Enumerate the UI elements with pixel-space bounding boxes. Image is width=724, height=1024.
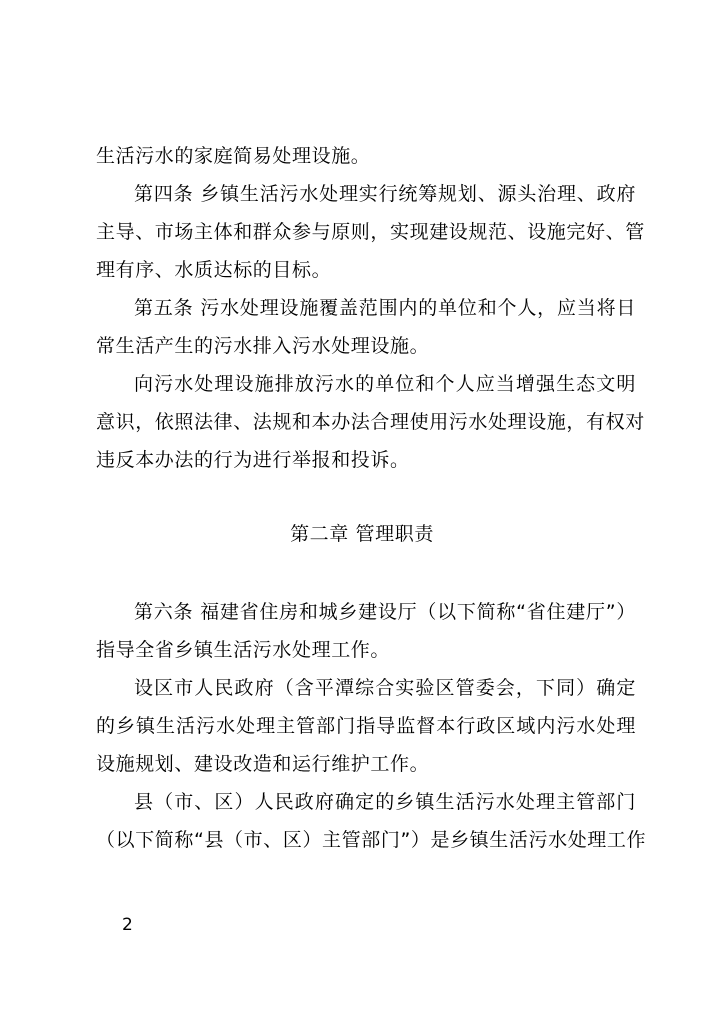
text-line-13: 的乡镇生活污水处理主管部门指导监督本行政区域内污水处理 bbox=[96, 715, 636, 737]
page-number: 2 bbox=[122, 915, 133, 935]
text-line-7: 向污水处理设施排放污水的单位和个人应当增强生态文明 bbox=[134, 373, 636, 395]
text-line-2: 第四条 乡镇生活污水处理实行统筹规划、源头治理、政府 bbox=[134, 183, 636, 205]
text-line-14: 设施规划、建设改造和运行维护工作。 bbox=[96, 753, 430, 775]
text-line-12: 设区市人民政府（含平潭综合实验区管委会，下同）确定 bbox=[134, 677, 636, 699]
text-line-9: 违反本办法的行为进行举报和投诉。 bbox=[96, 449, 410, 471]
text-line-11: 指导全省乡镇生活污水处理工作。 bbox=[96, 639, 391, 661]
text-line-15: 县（市、区）人民政府确定的乡镇生活污水处理主管部门 bbox=[134, 791, 636, 813]
text-line-16: （以下简称“县（市、区）主管部门”）是乡镇生活污水处理工作 bbox=[96, 829, 647, 851]
chapter-heading: 第二章 管理职责 bbox=[290, 523, 434, 545]
text-line-8: 意识，依照法律、法规和本办法合理使用污水处理设施，有权对 bbox=[96, 411, 645, 433]
text-line-10: 第六条 福建省住房和城乡建设厅（以下简称“省住建厅”） bbox=[134, 601, 636, 623]
text-line-6: 常生活产生的污水排入污水处理设施。 bbox=[96, 335, 430, 357]
text-line-5: 第五条 污水处理设施覆盖范围内的单位和个人，应当将日 bbox=[134, 297, 636, 319]
text-line-4: 理有序、水质达标的目标。 bbox=[96, 259, 332, 281]
text-line-1: 生活污水的家庭简易处理设施。 bbox=[96, 145, 371, 167]
text-line-3: 主导、市场主体和群众参与原则，实现建设规范、设施完好、管 bbox=[96, 221, 645, 243]
